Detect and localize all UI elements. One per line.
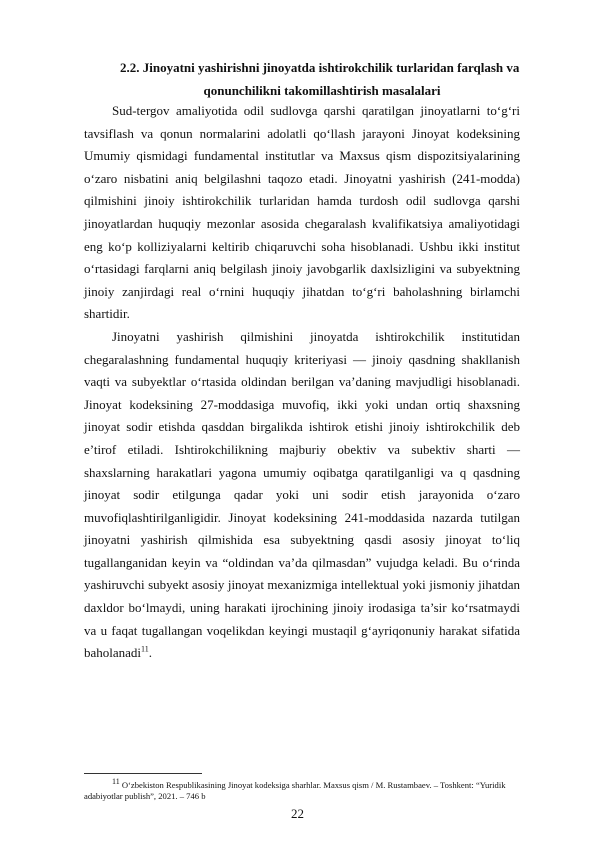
footnote-reference[interactable]: 11 [141,644,149,654]
footnote [84,777,524,802]
footnote-text: O‘zbekiston Respublikasining Jinoyat kodeksiga sharhlar. Maxsus qism / M. Rustambaev. – Toshkent: “Yuridik adabiyotlar publish”, 2021. – 746 b [84,780,506,801]
paragraph-1-text: Sud-tergov amaliyotida odil sudlovga qarshi qaratilgan jinoyatlarni to‘g‘ri tavsiflash va qonun normalarini adolatli qo‘llash jarayoni Jinoyat kodeksining Umumiy qismidagi fundamental institutlar va Maxsus qism dispozitsiyalarining o‘zaro nisbatini aniq belgilashni taqozo etadi. Jinoyatni yashirish (241-modda) qilmishini jinoiy ishtirokchilik turlaridan hamda turdosh odil sudlovga qarshi jinoyatlardan huquqiy mezonlar asosida chegaralash kvalifikatsiya amaliyotidagi eng ko‘p kolliziyalarni keltirib chiqaruvchi soha hisoblanadi. Ushbu ikki institut o‘rtasidagi farqlarni aniq belgilash jinoiy javobgarlik daxlsizligini va subyektning jinoiy zanjirdagi real o‘rnini huquqiy jihatdan to‘g‘ri baholashning birlamchi shartidir. [84,103,520,322]
section-heading-line-1: 2.2. Jinoyatni yashirishni jinoyatda ishtirokchilik turlaridan farqlash va [120,60,520,75]
paragraph-2: Jinoyatni yashirish qilmishini jinoyatda ishtirokchilik institutidan chegaralashning fundamental huquqiy kriteriyasi — jinoiy qasdning shakllanish vaqti va subyektlar o‘rtasida oldindan berilgan va’daning mavjudligi hisoblanadi. Jinoyat kodeksining 27-moddasiga muvofiq, ikki yoki undan ortiq shaxsning jinoyat sodir etishda qasddan birgalikda ishtirok etishi jinoiy ishtirokchilik deb e’tirof etiladi. Ishtirokchilikning majburiy obektiv va subektiv sharti — shaxslarning harakatlari yagona umumiy oqibatga qaratilganligi va q qasdning jinoyat sodir etilgunga qadar yoki uni sodir etish jarayonida o‘zaro muvofiqlashtirilganligidir. Jinoyat kodeksining 241-moddasida nazarda tutilgan jinoyatni yashirish qilmishida esa subyektning qasdi asosiy jinoyat to‘liq tugallanganidan keyin va “oldindan va’da qilmasdan” vujudga keladi. Bu o‘rinda yashiruvchi subyekt asosiy jinoyat mexanizmiga intellektual yoki jismoniy jihatdan daxldor bo‘lmaydi, uning harakati ijrochining jinoiy irodasiga ta’sir ko‘rsatmaydi va u faqat tugallangan voqelikdan keyingi mustaqil g‘ayriqonuniy harakat sifatida baholanadi$^{11}$. [84,328,520,661]
section-heading [112,57,532,102]
paragraph-1 [84,100,520,326]
footnote-marker: 11 [112,777,120,787]
paragraph-2-text: Jinoyatni yashirish qilmishini jinoyatda ishtirokchilik institutidan chegaralashning fundamental huquqiy kriteriyasi — jinoiy qasdning shakllanish vaqti va subyektlar o‘rtasida oldindan berilgan va’daning mavjudligi hisoblanadi. Jinoyat kodeksining 27-moddasiga muvofiq, ikki yoki undan ortiq shaxsning jinoyat sodir etishda qasddan birgalikda ishtirok etishi jinoiy ishtirokchilik deb e’tirof etiladi. Ishtirokchilikning majburiy obektiv va subektiv sharti — shaxslarning harakatlari yagona umumiy oqibatga qaratilganligi va q qasdning jinoyat sodir etilgunga qadar yoki uni sodir etish jarayonida o‘zaro muvofiqlashtirilganligidir. Jinoyat kodeksining 241-moddasida nazarda tutilgan jinoyatni yashirish qilmishida esa subyektning qasdi asosiy jinoyat to‘liq tugallanganidan keyin va “oldindan va’da qilmasdan” vujudga keladi. Bu o‘rinda yashiruvchi subyekt asosiy jinoyat mexanizmiga intellektual yoki jismoniy jihatdan daxldor bo‘lmaydi, uning harakati ijrochining jinoiy irodasiga ta’sir ko‘rsatmaydi va u faqat tugallangan voqelikdan keyingi mustaqil g‘ayriqonuniy harakat sifatida baholanadi [84,328,520,661]
page-number: 22 [291,806,304,821]
body-text [84,100,520,665]
footnote-divider [84,773,202,774]
section-heading-line-2: qonunchilikni takomillashtirish masalalari [203,82,441,98]
